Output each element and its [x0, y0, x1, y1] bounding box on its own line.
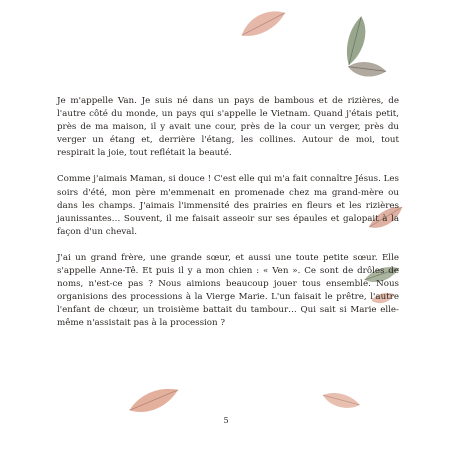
- feather-icon: [318, 388, 364, 414]
- paragraph: Comme j'aimais Maman, si douce ! C'est elle qui m'a fait connaître Jésus. Les soirs d'été, mon père m'emmenait en promenade chez ma grand-mère ou dans les champs. J'aimais l'immensité des prairies en fleurs et les rizières jaunissantes… Souvent, il me faisait asseoir sur ses épaules et galopait à la façon d'un cheval.: [57, 174, 399, 237]
- feather-icon: [124, 384, 184, 418]
- feather-icon: [344, 56, 390, 84]
- paragraph: J'ai un grand frère, une grande sœur, et aussi une toute petite sœur. Elle s'appelle Anne-Tê. Et puis il y a mon chien : « Ven ». Ce sont de drôles de noms, n'est-ce pas ? Nous aimions beaucoup jouer tous ensemble. Nous organisions des processions à la Vierge Marie. L'un faisait le prêtre, l'autre l'enfant de chœur, un troisième battait du tambour… Qui sait si Marie elle-même n'assistait pas à la procession ?: [57, 252, 399, 329]
- story-text: [57, 95, 399, 344]
- paragraph: Je m'appelle Van. Je suis né dans un pays de bambous et de rizières, de l'autre côté du monde, un pays qui s'appelle le Vietnam. Quand j'étais petit, près de ma maison, il y avait une cour, près de la cour un verger, près du verger un étang et, derrière l'étang, les collines. Autour de moi, tout respirait la joie, tout reflétait la beauté.: [57, 96, 399, 159]
- feather-icon: [236, 6, 292, 46]
- page-number: 5: [223, 416, 229, 425]
